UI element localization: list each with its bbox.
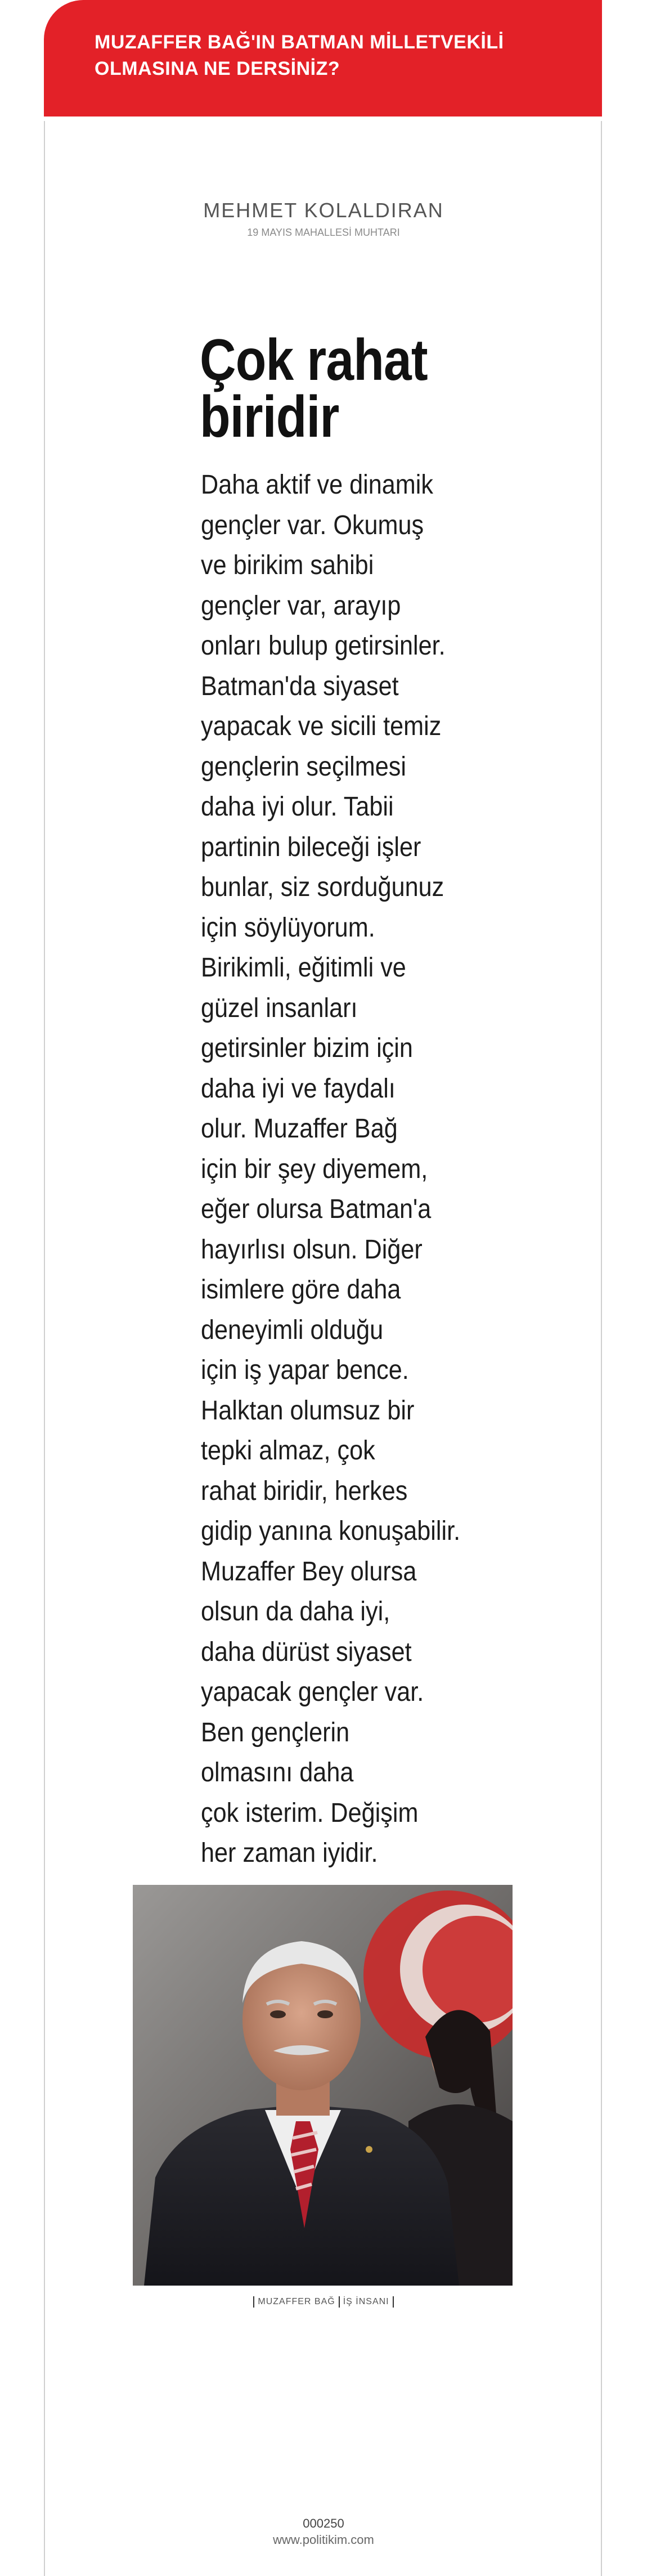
page-frame-left [44,121,45,2576]
caption-name: MUZAFFER BAĞ [258,2297,335,2306]
page-number: 000250 [303,2516,344,2530]
caption-divider-middle [339,2296,340,2308]
page-frame-right [601,121,602,2576]
caption-divider-left [253,2296,254,2308]
page-footer [0,2516,647,2548]
author-block [0,198,647,239]
author-name: MEHMET KOLALDIRAN [203,199,444,222]
caption-role: İŞ İNSANI [343,2297,389,2306]
website-link[interactable]: www.politikim.com [273,2533,374,2547]
article-body: Daha aktif ve dinamik gençler var. Okumuş ve birikim sahibi gençler var, arayıp onları bulup getirsinler. Batman'da siyaset yapacak ve sicili temiz gençlerin seçilmesi daha iyi olur. Tabii partinin bileceği işler bunlar, siz sorduğunuz için söylüyorum. Birikimli, eğitimli ve güzel insanları getirsinler bizim için daha iyi ve faydalı olur. Muzaffer Bağ için bir şey diyemem, eğer olursa Batman'a hayırlısı olsun. Diğer isimlere göre daha deneyimli olduğu için iş yapar bence. Halktan olumsuz bir tepki almaz, çok rahat biridir, herkes gidip yanına konuşabilir. Muzaffer Bey olursa olsun da daha iyi, daha dürüst siyaset yapacak gençler var. Ben gençlerin olmasını daha çok isterim. Değişim her zaman iyidir. [201,470,461,1868]
portrait-photo [133,1885,513,2286]
article-headline: Çok rahat biridir [200,328,428,450]
banner-title: MUZAFFER BAĞ'IN BATMAN MİLLETVEKİLİ OLMASINA NE DERSİNİZ? [95,32,504,79]
portrait-illustration [133,1885,513,2286]
photo-caption [0,2296,647,2308]
header-banner [44,0,602,117]
caption-divider-right [393,2296,394,2308]
author-role: 19 MAYIS MAHALLESİ MUHTARI [247,227,400,238]
